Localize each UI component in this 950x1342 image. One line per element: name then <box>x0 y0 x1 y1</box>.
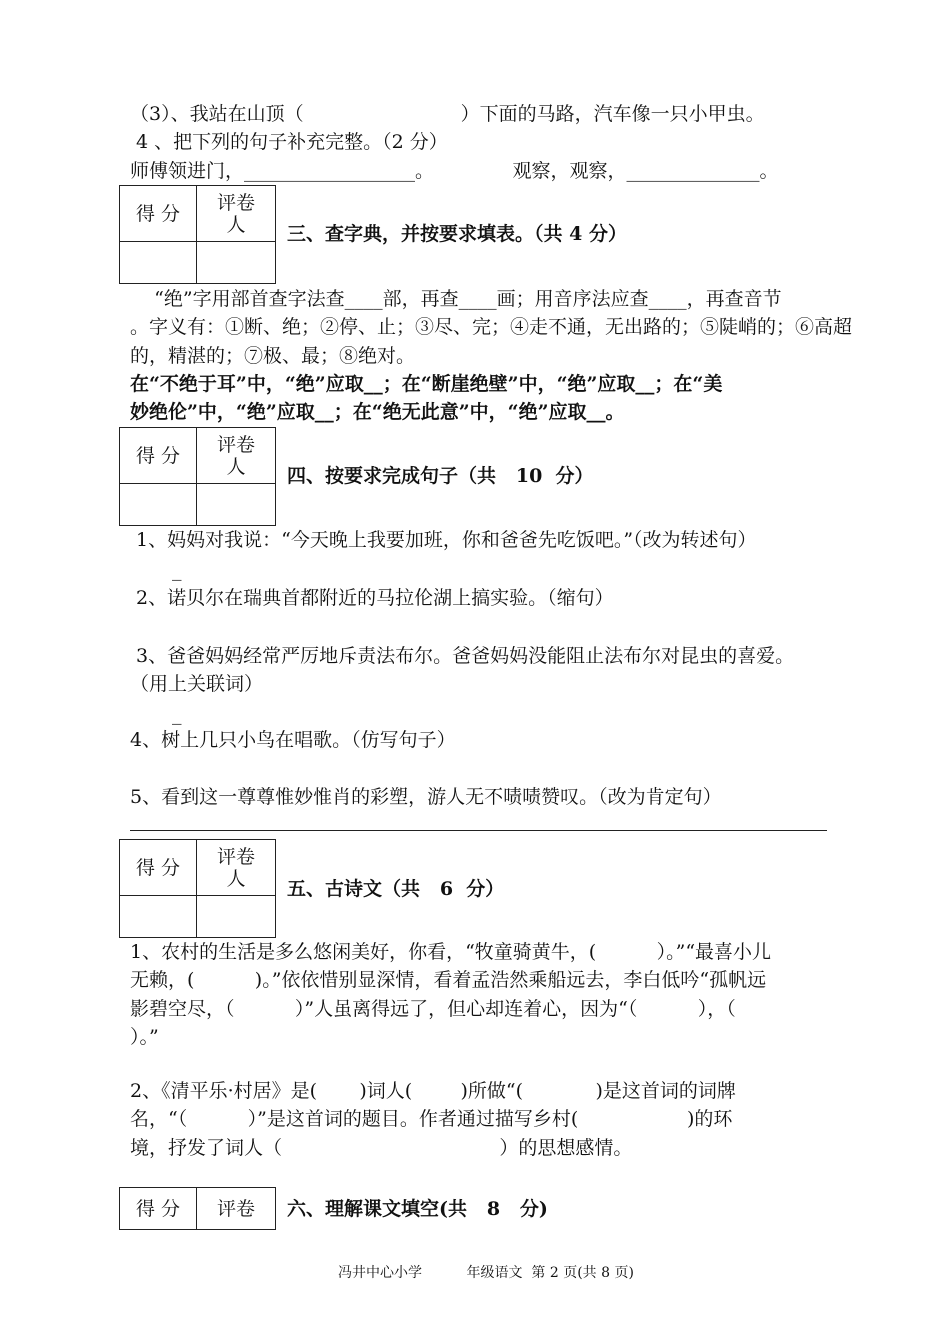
grader-label: 评卷 <box>197 1188 276 1230</box>
section5-q1: ）。” <box>130 1026 159 1048</box>
score-box <box>119 1187 276 1230</box>
score-label: 得 分 <box>120 428 197 484</box>
score-box <box>119 427 276 526</box>
section3-paragraph: “绝”字用部首查字法查____部，再查____画；用音序法应查____，再查音节 <box>130 288 782 310</box>
answer-blank[interactable]: _ <box>172 703 182 725</box>
section5-q2: 名，“（ ）”是这首词的题目。作者通过描写乡村( )的环 <box>130 1108 733 1130</box>
section3-heading: 三、查字典，并按要求填表。（共 4 分） <box>287 223 627 245</box>
grader-cell[interactable] <box>197 896 276 938</box>
grader-label: 评卷 人 <box>197 428 276 484</box>
page-footer: 冯井中心小学 年级语文 第 2 页(共 8 页) <box>338 1265 634 1281</box>
q4-title: 4 、把下列的句子补充完整。（2 分） <box>130 131 448 153</box>
section3-paragraph: 的，精湛的；⑦极、最；⑧绝对。 <box>130 345 416 367</box>
section5-q1: 1、农村的生活是多么悠闲美好，你看，“牧童骑黄牛，( ）。”“最喜小儿 <box>130 941 772 963</box>
section4-q3: 3、爸爸妈妈经常严厉地斥责法布尔。爸爸妈妈没能阻止法布尔对昆虫的喜爱。 <box>130 645 795 667</box>
score-label: 得 分 <box>120 186 197 242</box>
grader-label: 评卷 人 <box>197 840 276 896</box>
section4-q4: 4、树上几只小鸟在唱歌。（仿写句子） <box>130 729 456 751</box>
section3-question: 在“不绝于耳”中，“绝”应取__；在“断崖绝壁”中，“绝”应取__；在“美 <box>130 373 723 395</box>
section4-q2: 2、诺贝尔在瑞典首都附近的马拉伦湖上搞实验。（缩句） <box>130 587 614 609</box>
grader-cell[interactable] <box>197 484 276 526</box>
section4-q1: 1、妈妈对我说：“今天晚上我要加班，你和爸爸先吃饭吧。”（改为转述句） <box>130 529 757 551</box>
answer-line[interactable] <box>130 830 827 831</box>
score-cell[interactable] <box>120 242 197 284</box>
q3-sentence: （3）、我站在山顶（ ）下面的马路，汽车像一只小甲虫。 <box>130 103 765 125</box>
section4-q5: 5、看到这一尊尊惟妙惟肖的彩塑，游人无不啧啧赞叹。（改为肯定句） <box>130 786 722 808</box>
section5-q1: 影碧空尽，（ ）”人虽离得远了，但心却连着心，因为“（ ），（ <box>130 998 736 1020</box>
section6-heading: 六、理解课文填空(共 8 分) <box>287 1198 548 1220</box>
score-box <box>119 839 276 938</box>
grader-cell[interactable] <box>197 242 276 284</box>
section5-q2: 境，抒发了词人（ ）的思想感情。 <box>130 1137 633 1159</box>
answer-blank[interactable]: _ <box>172 559 182 581</box>
section5-heading: 五、古诗文（共 6 分） <box>287 878 505 900</box>
score-cell[interactable] <box>120 896 197 938</box>
section4-q3-note: （用上关联词） <box>130 673 264 695</box>
q4-sentence: 师傅领进门，__________________。 观察，观察，______________。 <box>130 160 779 182</box>
section3-paragraph: 。字义有：①断、绝；②停、止；③尽、完；④走不通，无出路的；⑤陡峭的；⑥高超 <box>130 316 853 338</box>
section5-q2: 2、《清平乐·村居》是( )词人( )所做“( )是这首词的词牌 <box>130 1080 736 1102</box>
section4-heading: 四、按要求完成句子（共 10 分） <box>287 465 594 487</box>
score-label: 得 分 <box>120 1188 197 1230</box>
score-label: 得 分 <box>120 840 197 896</box>
grader-label: 评卷 人 <box>197 186 276 242</box>
section3-question: 妙绝伦”中，“绝”应取__；在“绝无此意”中，“绝”应取__。 <box>130 401 625 423</box>
section5-q1: 无赖，( )。”依依惜别显深情，看着孟浩然乘船远去，李白低吟“孤帆远 <box>130 969 767 991</box>
score-box <box>119 185 276 284</box>
score-cell[interactable] <box>120 484 197 526</box>
